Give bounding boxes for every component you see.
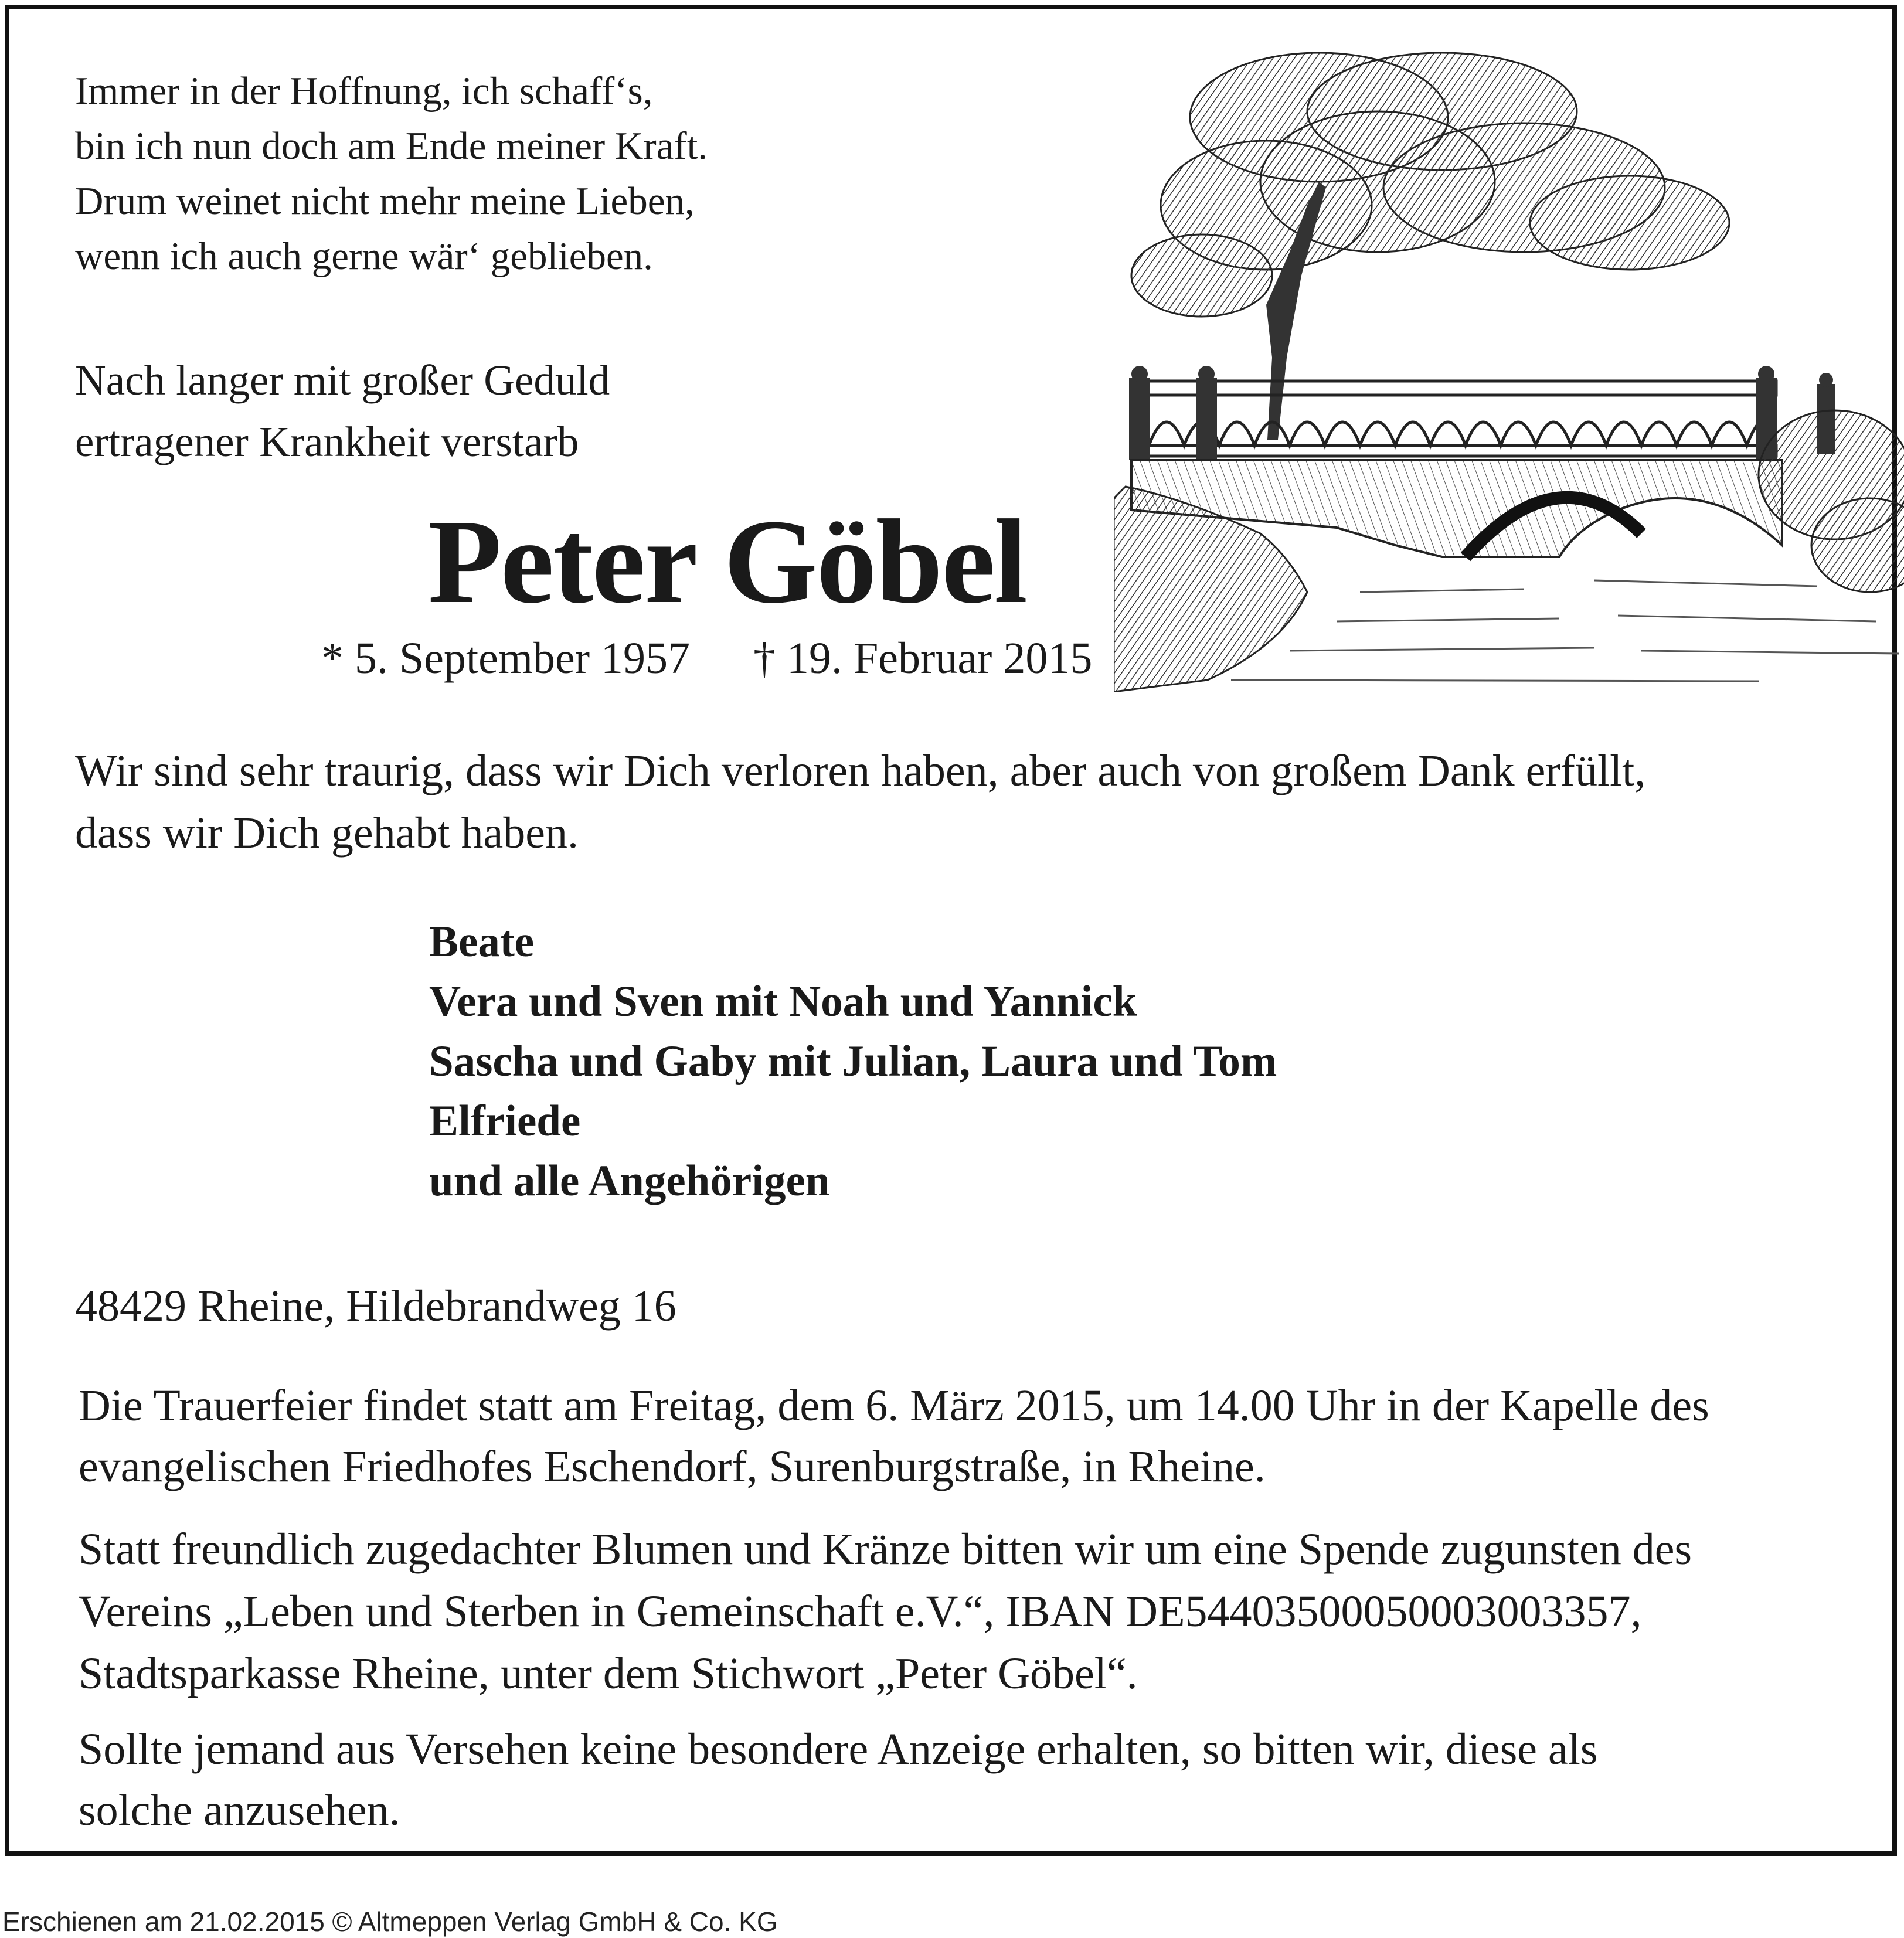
poem-line: wenn ich auch gerne wär‘ geblieben.	[75, 234, 653, 278]
life-dates	[321, 632, 1092, 685]
message-line: dass wir Dich gehabt haben.	[75, 808, 579, 858]
tree-bridge-illustration	[1114, 29, 1904, 692]
funeral-info	[79, 1375, 1709, 1497]
funeral-line: Die Trauerfeier findet statt am Freitag, dem 6. März 2015, um 14.00 Uhr in der Kapelle des	[79, 1381, 1709, 1430]
donation-line: Statt freundlich zugedachter Blumen und Kränze bitten wir um eine Spende zugunsten des	[79, 1525, 1692, 1574]
donation-info	[79, 1518, 1692, 1705]
donation-line: Stadtsparkasse Rheine, unter dem Stichwort „Peter Göbel“.	[79, 1649, 1138, 1698]
donation-line: Vereins „Leben und Sterben in Gemeinschaft e.V.“, IBAN DE54403500050003003357,	[79, 1587, 1642, 1636]
notice-line: Sollte jemand aus Versehen keine besondere Anzeige erhalten, so bitten wir, diese als	[79, 1725, 1598, 1774]
address: 48429 Rheine, Hildebrandweg 16	[75, 1281, 676, 1331]
family-member: und alle Angehörigen	[429, 1157, 830, 1205]
poem-line: Immer in der Hoffnung, ich schaff‘s,	[75, 69, 653, 113]
intro-text	[75, 349, 610, 472]
poem	[75, 63, 708, 284]
poem-line: Drum weinet nicht mehr meine Lieben,	[75, 179, 695, 223]
family-member: Sascha und Gaby mit Julian, Laura und Tom	[429, 1037, 1277, 1086]
notice-line: solche anzusehen.	[79, 1786, 400, 1835]
death-date: † 19. Februar 2015	[753, 634, 1093, 683]
poem-line: bin ich nun doch am Ende meiner Kraft.	[75, 124, 708, 168]
intro-line: Nach langer mit großer Geduld	[75, 356, 610, 404]
family-member: Elfriede	[429, 1097, 581, 1145]
message-line: Wir sind sehr traurig, dass wir Dich verloren haben, aber auch von großem Dank erfüllt,	[75, 746, 1646, 795]
intro-line: ertragener Krankheit verstarb	[75, 418, 579, 465]
family-member: Vera und Sven mit Noah und Yannick	[429, 977, 1137, 1026]
publication-footer: Erschienen am 21.02.2015 © Altmeppen Verlag GmbH & Co. KG	[2, 1906, 778, 1937]
deceased-name: Peter Göbel	[428, 494, 1026, 628]
birth-date: * 5. September 1957	[321, 634, 691, 683]
funeral-line: evangelischen Friedhofes Eschendorf, Surenburgstraße, in Rheine.	[79, 1442, 1266, 1491]
family-list	[429, 912, 1277, 1211]
notice-info	[79, 1719, 1597, 1841]
family-member: Beate	[429, 917, 535, 966]
message-text	[75, 740, 1645, 864]
